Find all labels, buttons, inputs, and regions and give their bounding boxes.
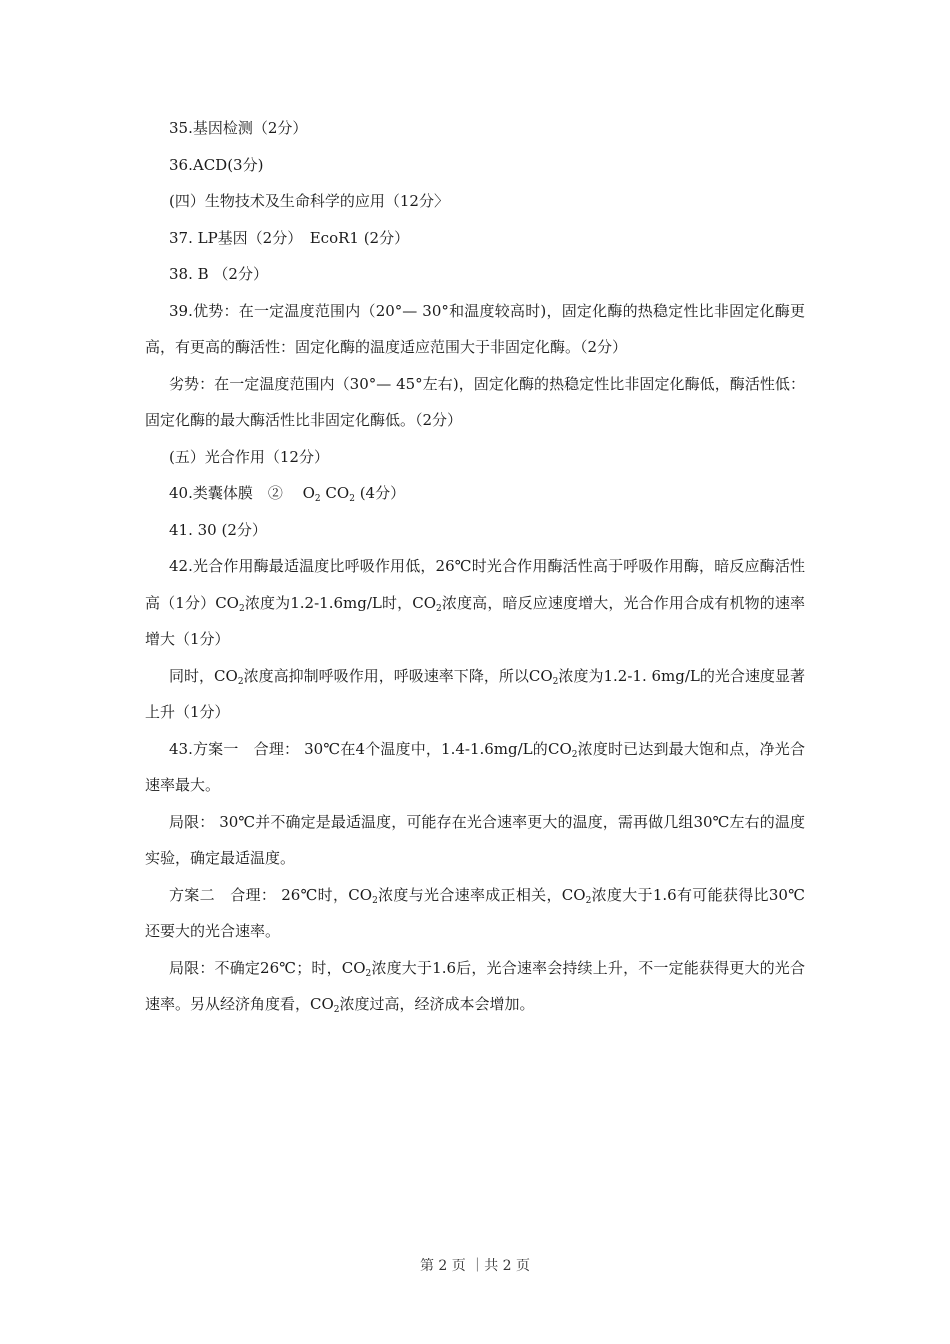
answer-36: 36.ACD(3分) <box>169 155 264 174</box>
answer-43-plan-2: 方案二 合理： 26℃时，$CO_2$浓度与光合速率成正相关，$CO_2$浓度大于1.6有可能获得比30℃还要大的光合速率。 <box>145 885 805 940</box>
section-heading-4: (四）生物技术及生命科学的应用（12分〉 <box>169 192 449 210</box>
answer-39-advantage: 39.优势：在一定温度范围内（20°— 30°和温度较高时)，固定化酶的热稳定性比非固定化酶更高，有更高的酶活性：固定化酶的温度适应范围大于非固定化酶。（2分） <box>145 301 805 356</box>
answer-40: 40.类囊体膜 ② $O_2$ $CO_2$ (4分） <box>169 484 406 504</box>
answer-38: 38. B （2分） <box>169 265 268 283</box>
answer-35: 35.基因检测（2分） <box>169 119 308 137</box>
section-heading-5: (五）光合作用（12分） <box>169 447 329 466</box>
answer-43-plan-1: 43.方案一 合理： 30℃在4个温度中，1.4-1.6mg/L的$CO_2$浓度时已达到最大饱和点，净光合速率最大。 <box>145 739 805 794</box>
answer-37: 37. LP基因（2分） EcoR1 (2分） <box>169 228 410 247</box>
answer-41: 41. 30 (2分） <box>169 520 267 539</box>
answer-39-disadvantage: 劣势：在一定温度范围内（30°— 45°左右)，固定化酶的热稳定性比非固定化酶低，酶活性低：固定化酶的最大酶活性比非固定化酶低。（2分） <box>145 374 805 429</box>
answer-42: 42.光合作用酶最适温度比呼吸作用低，26℃时光合作用酶活性高于呼吸作用酶，暗反应酶活性高（1分）$CO_2$浓度为1.2-1.6mg/L时，$CO_2$浓度高，暗反应速度增大，光合作用合成有机物的速率增大（1分） <box>145 557 805 648</box>
answer-43-plan-2-limitation: 局限：不确定26℃；时，$CO_2$浓度大于1.6后，光合速率会持续上升，不一定能获得更大的光合速率。另从经济角度看，$CO_2$浓度过高，经济成本会增加。 <box>145 958 805 1015</box>
answer-43-plan-1-limitation: 局限： 30℃并不确定是最适温度，可能存在光合速率更大的温度，需再做几组30℃左右的温度实验，确定最适温度。 <box>145 812 805 867</box>
page-footer: 第 2 页 ｜共 2 页 <box>419 1258 531 1274</box>
answer-42-continued: 同时，$CO_2$浓度高抑制呼吸作用，呼吸速率下降，所以$CO_2$浓度为1.2-1. 6mg/L的光合速度显著上升（1分） <box>145 666 805 721</box>
answer-content <box>145 110 805 1023</box>
